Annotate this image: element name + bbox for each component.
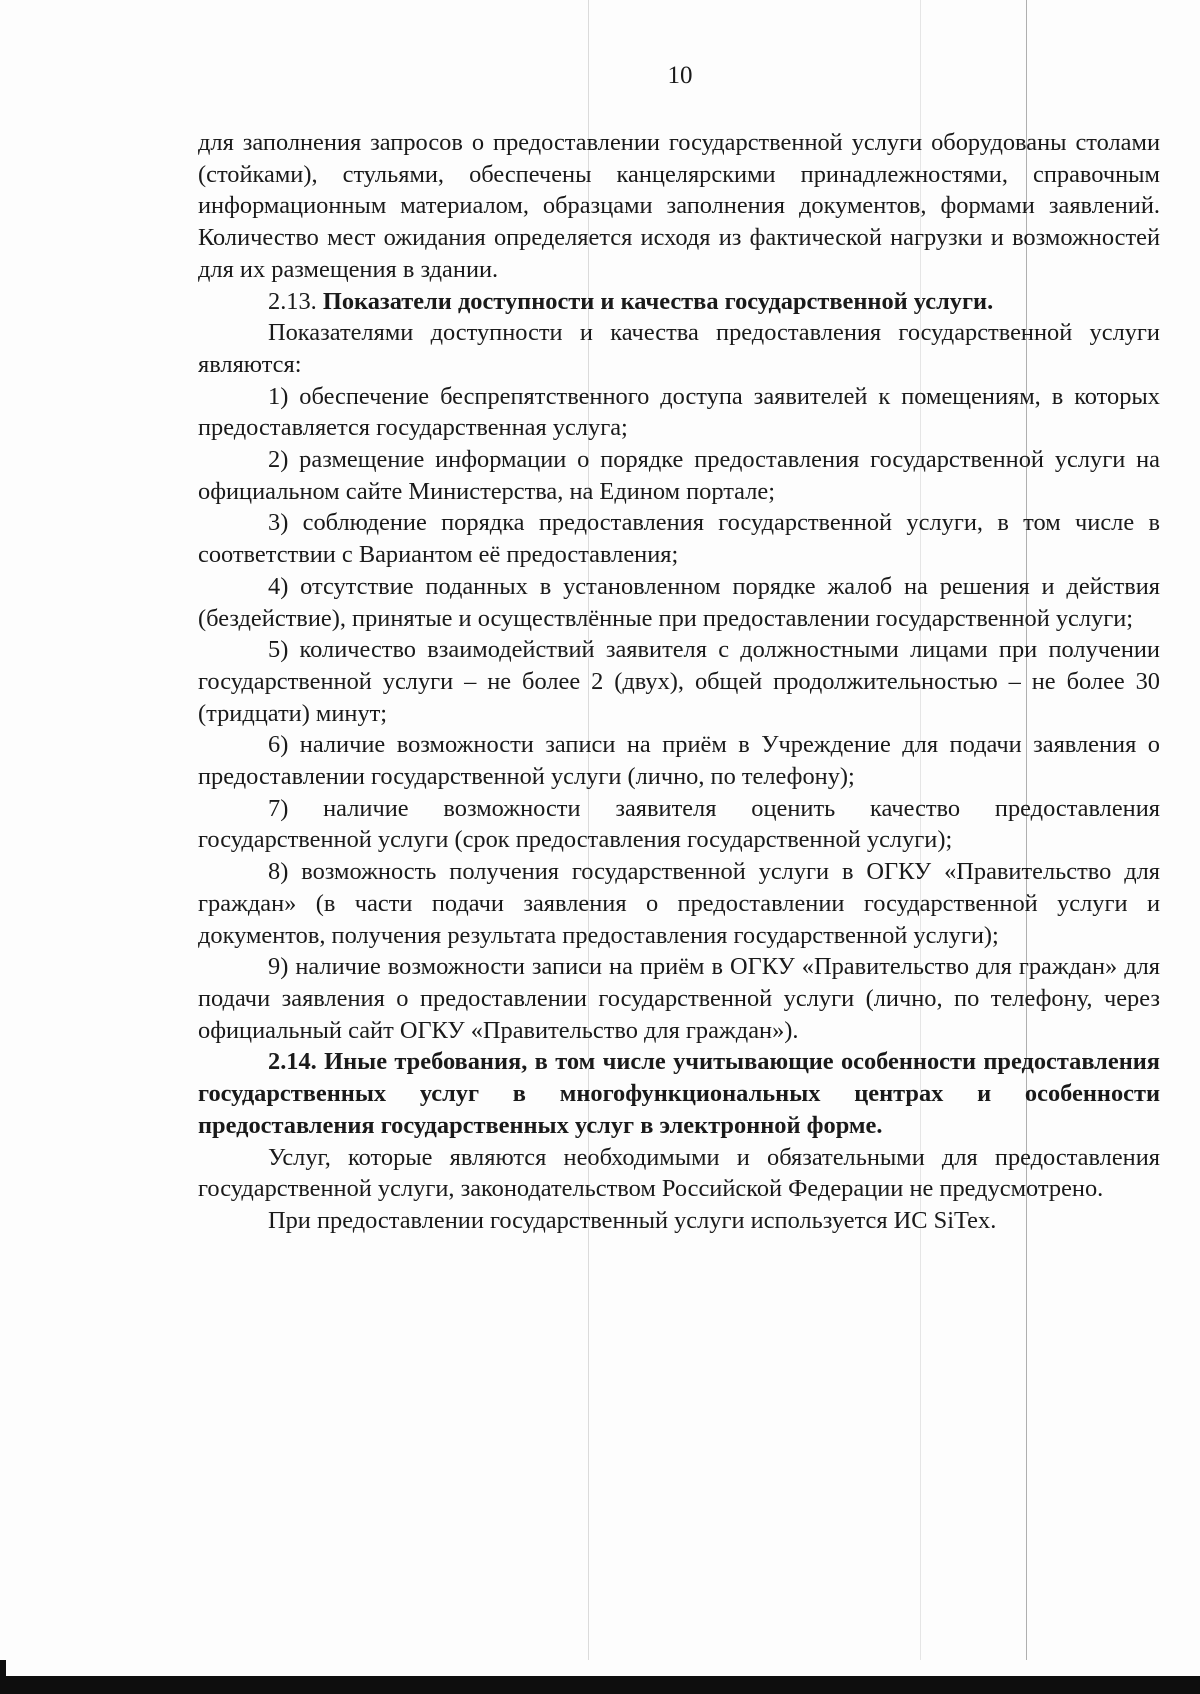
document-body <box>198 127 1160 1237</box>
section-title: Показатели доступности и качества государственной услуги. <box>322 287 994 315</box>
list-item-6: 6) наличие возможности записи на приём в Учреждение для подачи заявления о предоставлении государственной услуги (лично, по телефону); <box>198 731 1160 791</box>
section-number: 2.13. <box>268 287 317 315</box>
list-item-8: 8) возможность получения государственной услуги в ОГКУ «Правительство для граждан» (в части подачи заявления о предоставлении государственной услуги и документов, получения результата предоставления государственной услуги); <box>198 858 1160 949</box>
list-item-3: 3) соблюдение порядка предоставления государственной услуги, в том числе в соответствии с Вариантом её предоставления; <box>198 509 1160 569</box>
scan-bottom-border <box>0 1676 1200 1694</box>
page-number: 10 <box>667 62 693 89</box>
section-heading-2-13 <box>198 286 1160 318</box>
list-item-4: 4) отсутствие поданных в установленном порядке жалоб на решения и действия (бездействие), принятые и осуществлённые при предоставлении государственной услуги; <box>198 572 1160 632</box>
paragraph-required-services: Услуг, которые являются необходимыми и обязательными для предоставления государственной услуги, законодательством Российской Федерации не предусмотрено. <box>198 1143 1160 1203</box>
paragraph-information-system: При предоставлении государственный услуги используется ИС SiTex. <box>268 1206 997 1234</box>
paragraph-indicators-intro: Показателями доступности и качества предоставления государственной услуги являются: <box>198 319 1160 378</box>
paragraph-waiting-areas: для заполнения запросов о предоставлении государственной услуги оборудованы столами (стойками), стульями, обеспечены канцелярскими принадлежностями, справочным информационным материалом, образцами заполнения документов, формами заявлений. Количество мест ожидания определяется исходя из фактической нагрузки и возможностей для их размещения в здании. <box>198 129 1160 283</box>
list-item-7: 7) наличие возможности заявителя оценить качество предоставления государственной услуги (срок предоставления государственной услуги); <box>198 794 1160 854</box>
list-item-1: 1) обеспечение беспрепятственного доступа заявителей к помещениям, в которых предоставляется государственная услуга; <box>198 382 1160 442</box>
list-item-5: 5) количество взаимодействий заявителя с должностными лицами при получении государственной услуги – не более 2 (двух), общей продолжительностью – не более 30 (тридцати) минут; <box>198 636 1160 727</box>
list-item-9: 9) наличие возможности записи на приём в ОГКУ «Правительство для граждан» для подачи заявления о предоставлении государственной услуги (лично, по телефону, через официальный сайт ОГКУ «Правительство для граждан»). <box>198 953 1160 1044</box>
list-item-2: 2) размещение информации о порядке предоставления государственной услуги на официальном сайте Министерства, на Едином портале; <box>198 446 1160 505</box>
section-heading-2-14: 2.14. Иные требования, в том числе учитывающие особенности предоставления государственных услуг в многофункциональных центрах и особенности предоставления государственных услуг в электронной форме. <box>198 1048 1160 1139</box>
